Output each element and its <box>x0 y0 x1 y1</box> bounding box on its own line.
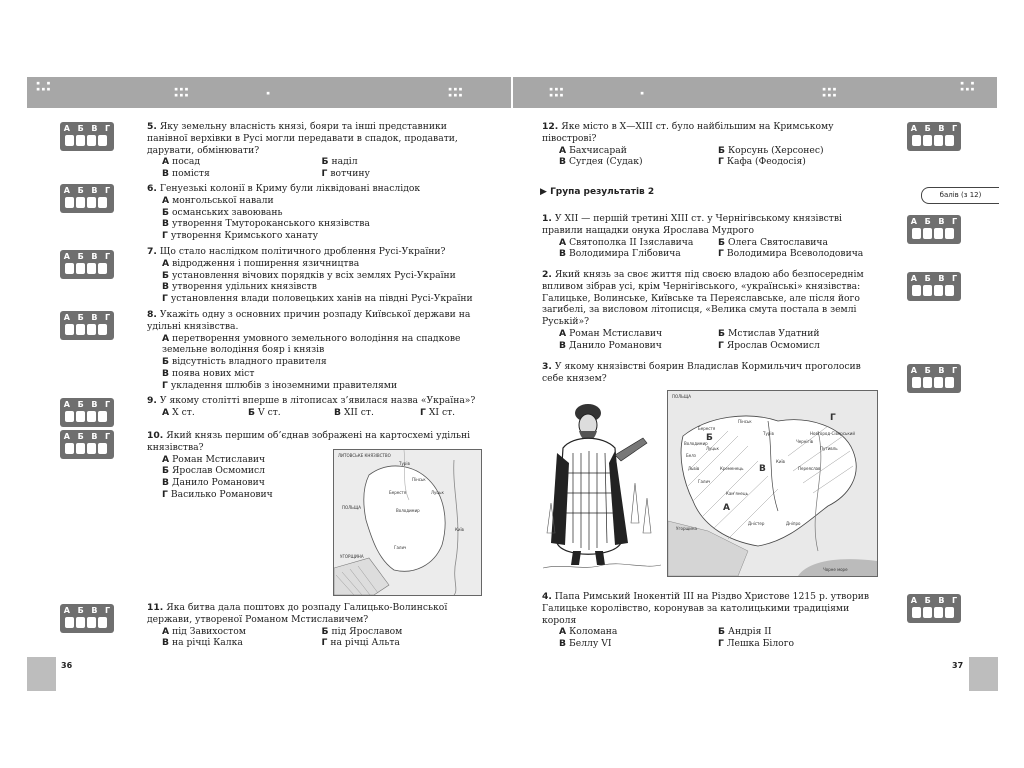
map-label: ПОЛЬЩА <box>342 505 362 510</box>
decor-dots: ▪▪▪ ▪▪▪ <box>549 85 565 99</box>
answer-box-q7[interactable]: А Б В Г <box>60 250 114 279</box>
map-label: Кам'янець <box>726 491 748 496</box>
map-label: Кременець <box>720 466 744 471</box>
answer-box-r2[interactable]: А Б В Г <box>907 272 961 301</box>
knight-illustration <box>543 393 661 579</box>
map-label: Чернігів <box>796 439 814 444</box>
map-label: Берестя <box>389 490 407 495</box>
answer-box-q5[interactable]: А Б В Г <box>60 122 114 151</box>
page-corner-left <box>27 657 56 691</box>
score-label: балів (з 12) <box>921 187 999 204</box>
map-label: Володимир <box>684 441 708 446</box>
group-title: ▶ Група результатів 2 <box>540 187 655 197</box>
decor-dots: ▪ ▪ ▪▪▪ <box>960 79 976 93</box>
question-8: 8. Укажіть одну з основних причин розпаду Київської держави на удільні князівства. А перетворення умовного земельного володіння на спадкове земельне володіння бояр і князів Б відсутність владного правителя В поява нових міст Г укладення шлюбів з іноземними правителями <box>147 309 471 391</box>
map-label: Турів <box>399 461 410 466</box>
map-label: Новгород-Сіверський <box>810 431 855 436</box>
map-label: Дніпро <box>786 521 801 526</box>
map-label: Київ <box>776 459 785 464</box>
question-6: 6. Генуезькі колонії в Криму були ліквідовані внаслідок А монгольської навали Б османських завоювань В утворення Тмутороканського князівства Г утворення Кримського ханату <box>147 183 421 242</box>
question-12: 12. Яке місто в Х—ХІІІ ст. було найбільшим на Кримському півострові? А Бахчисарай Б Корсунь (Херсонес) В Сугдея (Судак) Г Кафа (Феодосія) <box>542 121 834 168</box>
map-label: Б <box>706 433 713 443</box>
question-7: 7. Що стало наслідком політичного дроблення Русі-України? А відродження і поширення язичництва Б установлення вічових порядків у всіх землях Русі-України В утворення удільних князівств Г установлення влади половецьких ханів на півдні Русі-України <box>147 246 473 305</box>
page-number-right: 37 <box>952 661 964 670</box>
map-label: Турів <box>763 431 774 436</box>
decor-dots: ▪ <box>640 89 646 97</box>
answer-box-q12[interactable]: А Б В Г <box>907 122 961 151</box>
answer-box-q9[interactable]: А Б В Г <box>60 398 114 427</box>
map-label: ЛИТОВСЬКЕ КНЯЗІВСТВО <box>338 453 391 458</box>
map-label: Володимир <box>396 508 420 513</box>
map-label: Київ <box>455 527 464 532</box>
map-label: Луцьк <box>706 446 719 451</box>
answer-box-q8[interactable]: А Б В Г <box>60 311 114 340</box>
map-label: Луцьк <box>431 490 444 495</box>
answer-box-q10[interactable]: А Б В Г <box>60 430 114 459</box>
question-r4: 4. Папа Римський Інокентій ІІІ на Різдво Христове 1215 р. утворив Галицьке королівство, коронував за католицькими традиціями короля А Коломана Б Андрія ІІ В Беллу VI Г Лешка Білого <box>542 591 870 650</box>
map-label: Г <box>830 413 836 423</box>
map-label: Переяслав <box>798 466 821 471</box>
answer-box-q11[interactable]: А Б В Г <box>60 604 114 633</box>
map-label: Угорщина <box>676 526 697 531</box>
map-label: Львів <box>688 466 700 471</box>
question-r3: 3. У якому князівстві боярин Владислав Кормильчич проголосив себе князем? <box>542 361 861 384</box>
answer-box-r3[interactable]: А Б В Г <box>907 364 961 393</box>
question-9: 9. У якому столітті вперше в літописах з’явилася назва «Україна»? А Х ст. Б V ст. В ХІІ ст. Г ХІ ст. <box>147 395 476 418</box>
decor-dots: ▪▪▪ ▪▪▪ <box>448 85 464 99</box>
decor-dots: ▪▪▪ ▪▪▪ <box>822 85 838 99</box>
question-r1: 1. У ХІІ — першій третині ХІІІ ст. у Чернігівському князівстві правили нащадки онука Ярослава Мудрого А Святополка ІІ Ізяславича Б Олега Святославича В Володимира Глібовича Г Володимира Всеволодовича <box>542 213 864 260</box>
map-label: ПОЛЬЩА <box>672 394 692 399</box>
question-5: 5. Яку земельну власність князі, бояри та інші представники панівної верхівки в Русі могли передавати в спадок, продавати, дарувати, обмінювати? А посад Б наділ В помістя Г вотчину <box>147 121 458 180</box>
map-label: Пінськ <box>738 419 752 424</box>
map-label: В <box>759 464 766 474</box>
map-label: Галич <box>698 479 711 484</box>
map-label: Путивль <box>820 446 838 451</box>
page-corner-right <box>969 657 998 691</box>
decor-dots: ▪▪▪ ▪▪▪ <box>174 85 190 99</box>
triangle-icon: ▶ <box>540 187 547 197</box>
map-label: Дністер <box>748 521 765 526</box>
answer-box-q6[interactable]: А Б В Г <box>60 184 114 213</box>
map-r3 <box>667 390 878 577</box>
answer-box-r4[interactable]: А Б В Г <box>907 594 961 623</box>
map-label: Пінськ <box>412 477 426 482</box>
header-band-right <box>513 77 997 108</box>
map-label: Галич <box>394 545 407 550</box>
question-11: 11. Яка битва дала поштовх до розпаду Галицько-Волинської держави, утвореної Романом Мстиславичем? А під Завихостом Б під Ярославом В на річці Калка Г на річці Альта <box>147 602 448 649</box>
map-label: УГОРЩИНА <box>340 554 364 559</box>
map-q10 <box>333 449 482 596</box>
map-q10-drawing <box>334 450 481 595</box>
map-label: А <box>723 503 730 513</box>
map-label: Чорне море <box>823 567 848 572</box>
answer-box-r1[interactable]: А Б В Г <box>907 215 961 244</box>
decor-dots: ▪ ▪ ▪▪▪ <box>36 79 52 93</box>
question-10: 10. Який князь першим об’єднав зображені на картосхемі удільні князівства? А Роман Мстиславич Б Ярослав Осмомисл В Данило Романович Г Василько Романович <box>147 430 471 500</box>
question-r2: 2. Який князь за своє життя під своєю владою або безпосереднім впливом зібрав усі, крім Чернігівського, «українські» князівства: Галицьке, Волинське, Київське та Переяславське, але після його загибелі, за висловом літописця, «Велика смута постала в землі Руській»? А Роман Мстиславич Б Мстислав Удатний В Данило Романович Г Ярослав Осмомисл <box>542 269 864 351</box>
decor-dots: ▪ <box>266 89 272 97</box>
map-label: Берестя <box>698 426 716 431</box>
page-number-left: 36 <box>61 661 73 670</box>
map-label: Белз <box>686 453 696 458</box>
